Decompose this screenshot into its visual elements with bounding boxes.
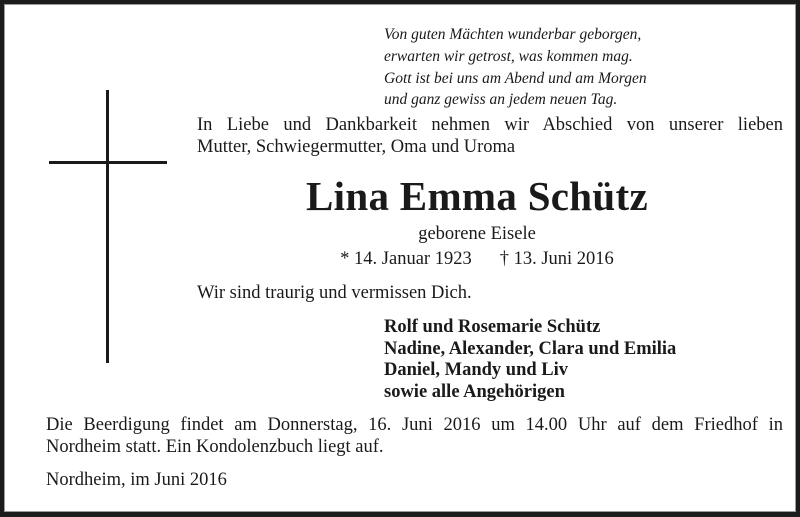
mourner-line: Rolf und Rosemarie Schütz bbox=[384, 317, 601, 337]
obituary-notice bbox=[4, 4, 796, 512]
farewell-message: Wir sind traurig und vermissen Dich. bbox=[197, 283, 472, 303]
intro-line: In Liebe und Dankbarkeit nehmen wir Abschied von unserer lieben bbox=[197, 115, 783, 135]
maiden-name: geborene Eisele bbox=[418, 224, 536, 244]
intro-paragraph bbox=[197, 115, 783, 158]
poem-line: erwarten wir getrost, was kommen mag. bbox=[384, 47, 633, 65]
cross-horizontal-bar bbox=[49, 161, 167, 164]
funeral-details bbox=[46, 414, 783, 458]
poem-line: und ganz gewiss an jedem neuen Tag. bbox=[384, 91, 618, 109]
poem-line: Gott ist bei uns am Abend und am Morgen bbox=[384, 69, 647, 87]
mourner-line: sowie alle Angehörigen bbox=[384, 381, 565, 402]
poem-verse bbox=[384, 24, 647, 111]
mourner-line: Daniel, Mandy und Liv bbox=[384, 360, 569, 380]
death-date: † 13. Juni 2016 bbox=[499, 249, 614, 269]
mourners-list bbox=[384, 317, 676, 403]
deceased-name: Lina Emma Schütz bbox=[306, 173, 648, 219]
birth-date: * 14. Januar 1923 bbox=[340, 249, 472, 269]
cross-vertical-bar bbox=[106, 90, 109, 363]
poem-line: Von guten Mächten wunderbar geborgen, bbox=[384, 26, 642, 43]
funeral-line: Nordheim statt. Ein Kondolenzbuch liegt auf. bbox=[46, 437, 384, 457]
funeral-line: Die Beerdigung findet am Donnerstag, 16. Juni 2016 um 14.00 Uhr auf dem Friedhof in bbox=[46, 415, 783, 435]
intro-line: Mutter, Schwiegermutter, Oma und Uroma bbox=[197, 136, 516, 157]
mourner-line: Nadine, Alexander, Clara und Emilia bbox=[384, 338, 677, 359]
life-dates bbox=[197, 249, 757, 270]
place-date-signoff: Nordheim, im Juni 2016 bbox=[46, 470, 227, 490]
